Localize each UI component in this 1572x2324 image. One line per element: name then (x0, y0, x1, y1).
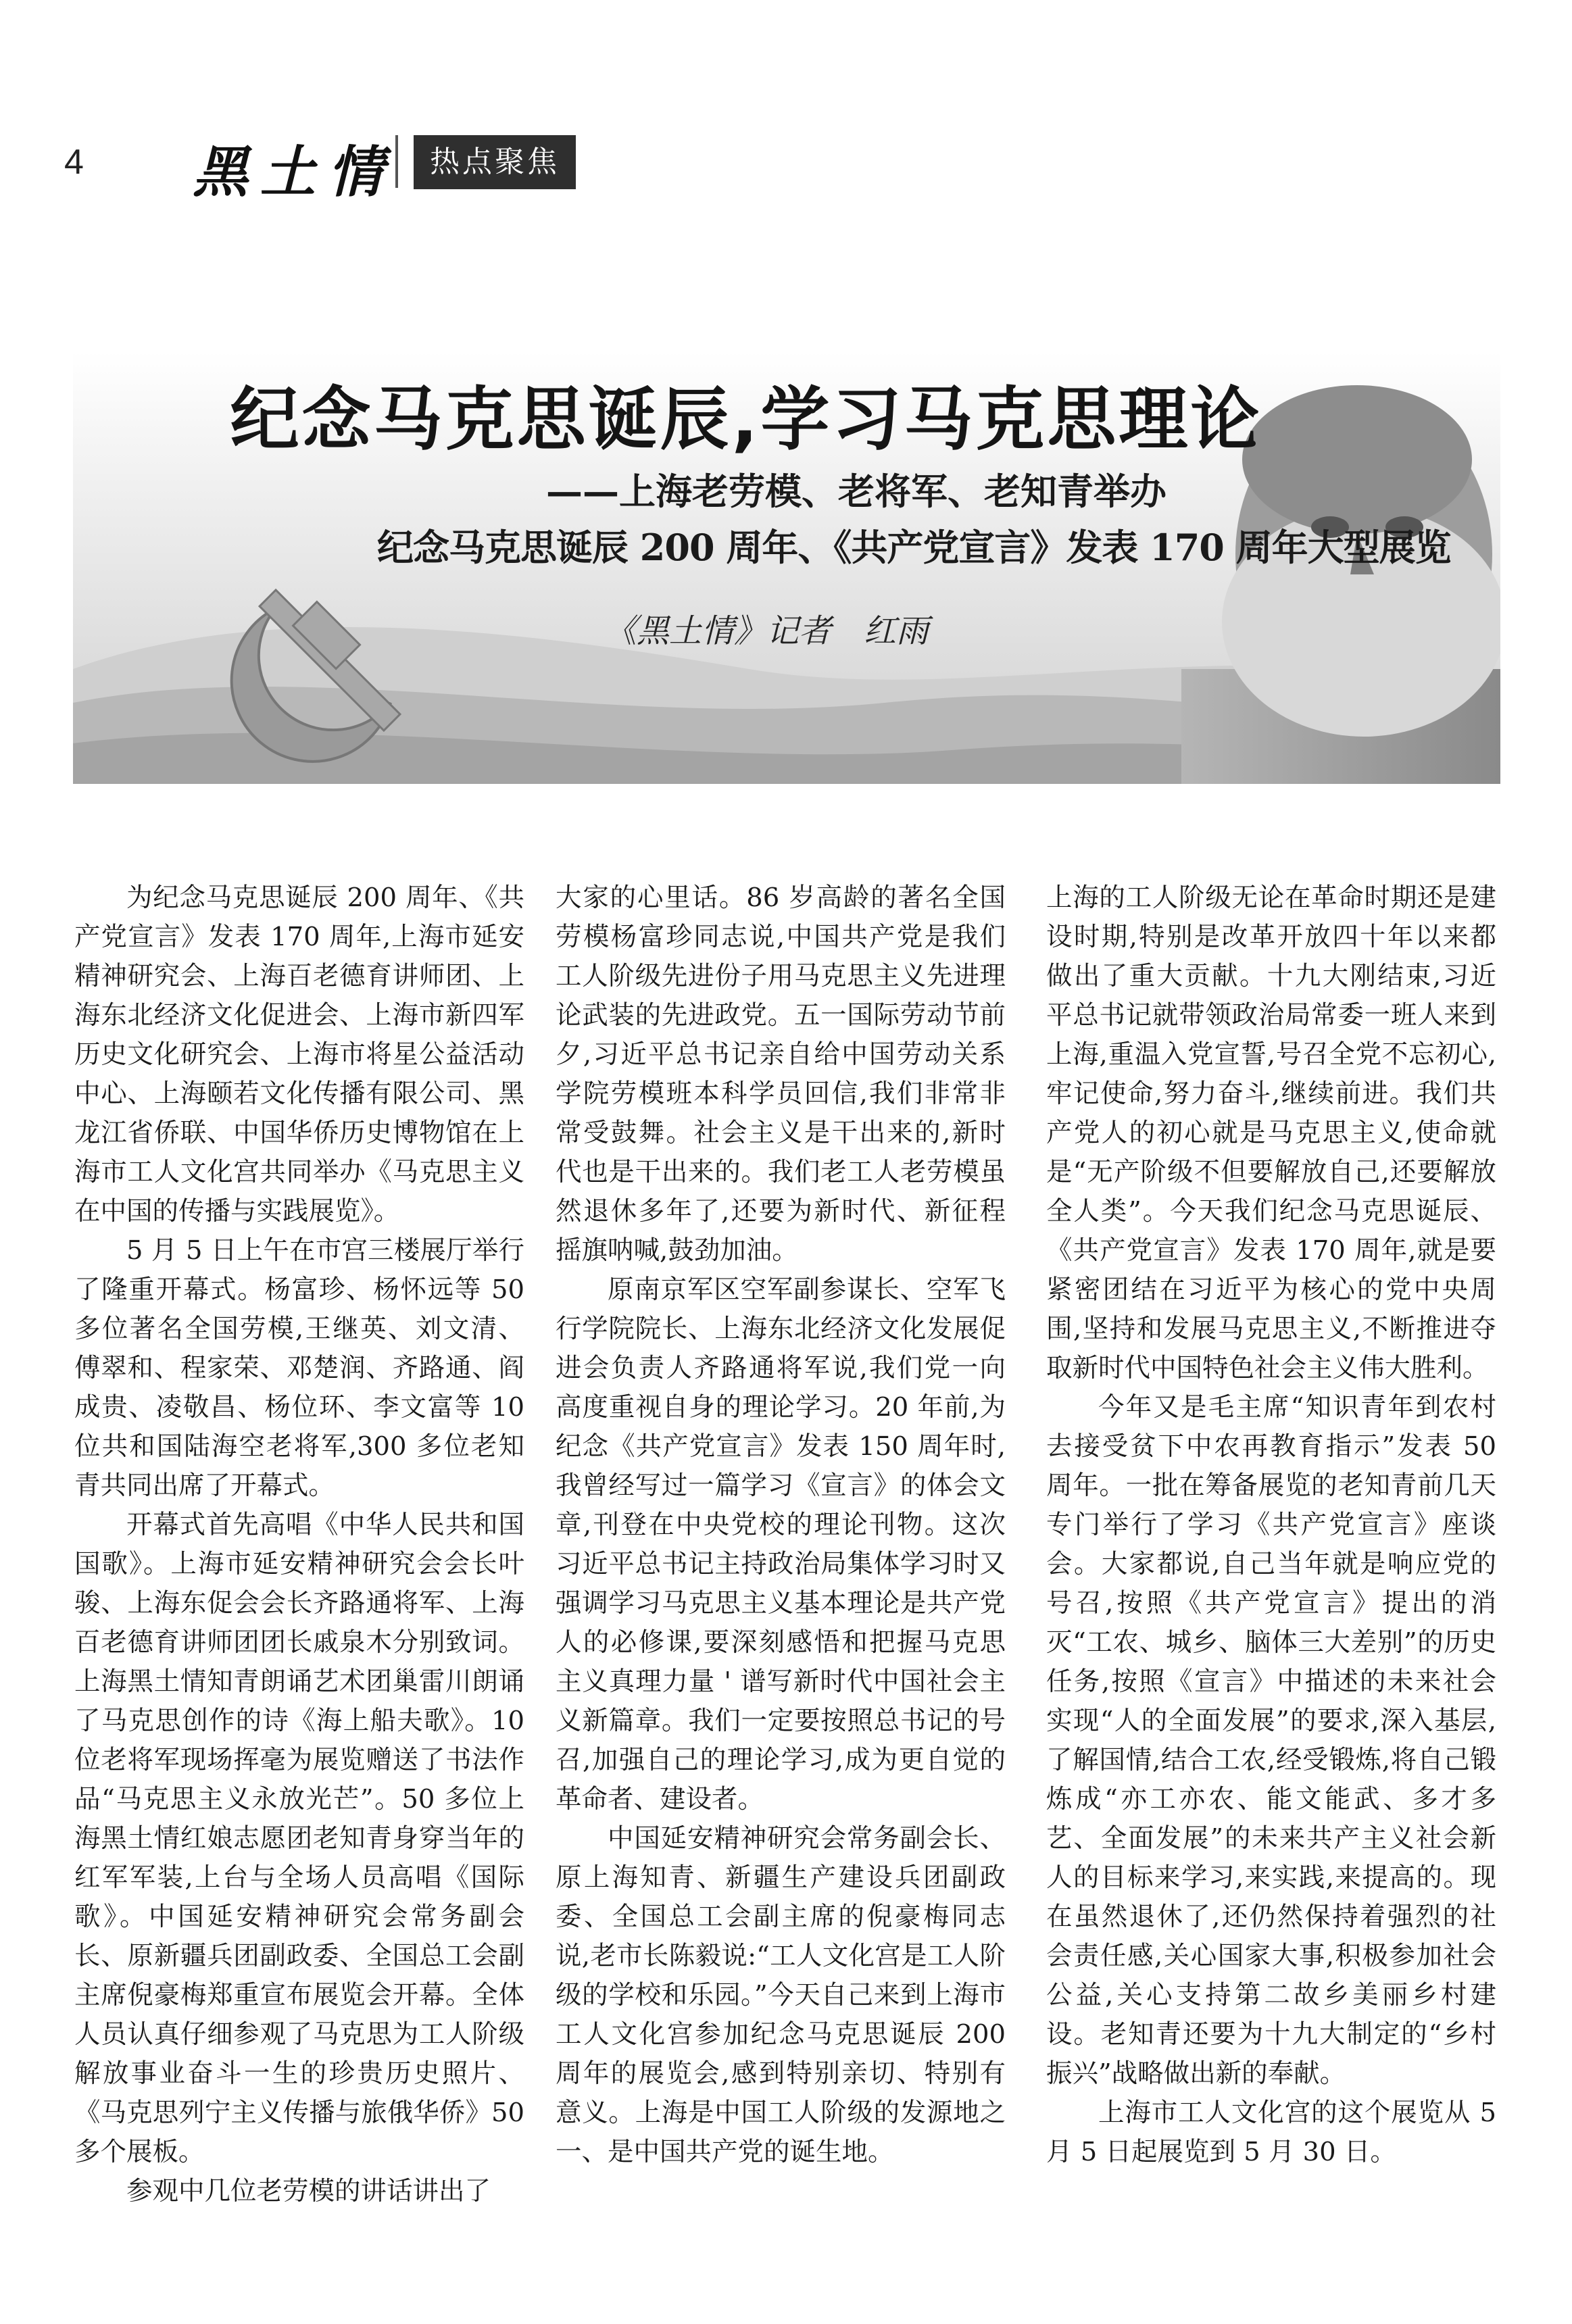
header-divider (395, 135, 398, 188)
page-header (0, 0, 1572, 223)
masthead-logo: 黑土情 (193, 140, 395, 205)
article-subtitle-1: ——上海老劳模、老将军、老知青举办 (546, 470, 1166, 513)
text-column-1 (74, 879, 524, 2203)
article-subtitle-2: 纪念马克思诞辰 200 周年、《共产党宣言》发表 170 周年大型展览 (377, 526, 1451, 569)
paragraph-continued: 上海的工人阶级无论在革命时期还是建设时期,特别是改革开放四十年以来都做出了重大贡献。十九大刚结束,习近平总书记就带领政治局常委一班人来到上海,重温入党宣誓,号召全党不忘初心,牢记使命,努力奋斗,继续前进。我们共产党人的初心就是马克思主义,使命就是“无产阶级不但要解放自己,还要解放全人类”。今天我们纪念马克思诞辰、《共产党宣言》发表 170 周年,就是要紧密团结在习近平为核心的党中央周围,坚持和发展马克思主义,不断推进夺取新时代中国特色社会主义伟大胜利。 (1046, 883, 1496, 1383)
page-number: 4 (64, 143, 84, 182)
section-label: 热点聚焦 (414, 135, 576, 189)
article-headline: 纪念马克思诞辰,学习马克思理论 (230, 380, 1262, 460)
paragraph: 参观中几位老劳模的讲话讲出了 (126, 2176, 491, 2203)
text-column-2 (556, 879, 1006, 2203)
text-column-3 (1046, 879, 1496, 2203)
paragraph-continued: 大家的心里话。86 岁高龄的著名全国劳模杨富珍同志说,中国共产党是我们工人阶级先进份子用马克思主义先进理论武装的先进政党。五一国际劳动节前夕,习近平总书记亲自给中国劳动关系学院劳模班本科学员回信,我们非常非常受鼓舞。社会主义是干出来的,新时代也是干出来的。我们老工人老劳模虽然退休多年了,还要为新时代、新征程摇旗呐喊,鼓劲加油。 (556, 883, 1006, 1266)
paragraph: 为纪念马克思诞辰 200 周年、《共产党宣言》发表 170 周年,上海市延安精神研究会、上海百老德育讲师团、上海东北经济文化促进会、上海市新四军历史文化研究会、上海市将星公益活动中心、上海颐若文化传播有限公司、黑龙江省侨联、中国华侨历史博物馆在上海市工人文化宫共同举办《马克思主义在中国的传播与实践展览》。 (74, 883, 524, 1227)
article-byline: 《黑土情》记者 红雨 (604, 612, 929, 650)
paragraph: 上海市工人文化宫的这个展览从 5 月 5 日起展览到 5 月 30 日。 (1046, 2098, 1496, 2167)
paragraph: 5 月 5 日上午在市宫三楼展厅举行了隆重开幕式。杨富珍、杨怀远等 50 多位著名全国劳模,王继英、刘文清、傅翠和、程家荣、邓楚润、齐路通、阎成贵、凌敬昌、杨位环、李文富等 10 位共和国陆海空老将军,300 多位老知青共同出席了开幕式。 (74, 1235, 524, 1501)
paragraph: 原南京军区空军副参谋长、空军飞行学院院长、上海东北经济文化发展促进会负责人齐路通将军说,我们党一向高度重视自身的理论学习。20 年前,为纪念《共产党宣言》发表 150 周年时,我曾经写过一篇学习《宣言》的体会文章,刊登在中央党校的理论刊物。这次习近平总书记主持政治局集体学习时又强调学习马克思主义基本理论是共产党人的必修课,要深刻感悟和把握马克思主义真理力量 ' 谱写新时代中国社会主义新篇章。我们一定要按照总书记的号召,加强自己的理论学习,成为更自觉的革命者、建设者。 (556, 1275, 1006, 1814)
paragraph: 今年又是毛主席“知识青年到农村去接受贫下中农再教育指示”发表 50 周年。一批在筹备展览的老知青前几天专门举行了学习《共产党宣言》座谈会。大家都说,自己当年就是响应党的号召,按照《共产党宣言》提出的消灭“工农、城乡、脑体三大差别”的历史任务,按照《宣言》中描述的未来社会实现“人的全面发展”的要求,深入基层,了解国情,结合工农,经受锻炼,将自己锻炼成“亦工亦农、能文能武、多才多艺、全面发展”的未来共产主义社会新人的目标来学习,来实践,来提高的。现在虽然退休了,还仍然保持着强烈的社会责任感,关心国家大事,积极参加社会公益,关心支持第二故乡美丽乡村建设。老知青还要为十九大制定的“乡村振兴”战略做出新的奉献。 (1046, 1392, 1496, 2089)
paragraph: 中国延安精神研究会常务副会长、原上海知青、新疆生产建设兵团副政委、全国总工会副主席的倪豪梅同志说,老市长陈毅说:“工人文化宫是工人阶级的学校和乐园。”今天自己来到上海市工人文化宫参加纪念马克思诞辰 200 周年的展览会,感到特别亲切、特别有意义。上海是中国工人阶级的发源地之一、是中国共产党的诞生地。 (556, 1823, 1006, 2167)
article-banner (73, 351, 1500, 784)
paragraph: 开幕式首先高唱《中华人民共和国国歌》。上海市延安精神研究会会长叶骏、上海东促会会长齐路通将军、上海百老德育讲师团团长戚泉木分别致词。上海黑土情知青朗诵艺术团巢雷川朗诵了马克思创作的诗《海上船夫歌》。10 位老将军现场挥毫为展览赠送了书法作品“马克思主义永放光芒”。50 多位上海黑土情红娘志愿团老知青身穿当年的红军军装,上台与全场人员高唱《国际歌》。中国延安精神研究会常务副会长、原新疆兵团副政委、全国总工会副主席倪豪梅郑重宣布展览会开幕。全体人员认真仔细参观了马克思为工人阶级解放事业奋斗一生的珍贵历史照片、《马克思列宁主义传播与旅俄华侨》50 多个展板。 (74, 1510, 524, 2167)
